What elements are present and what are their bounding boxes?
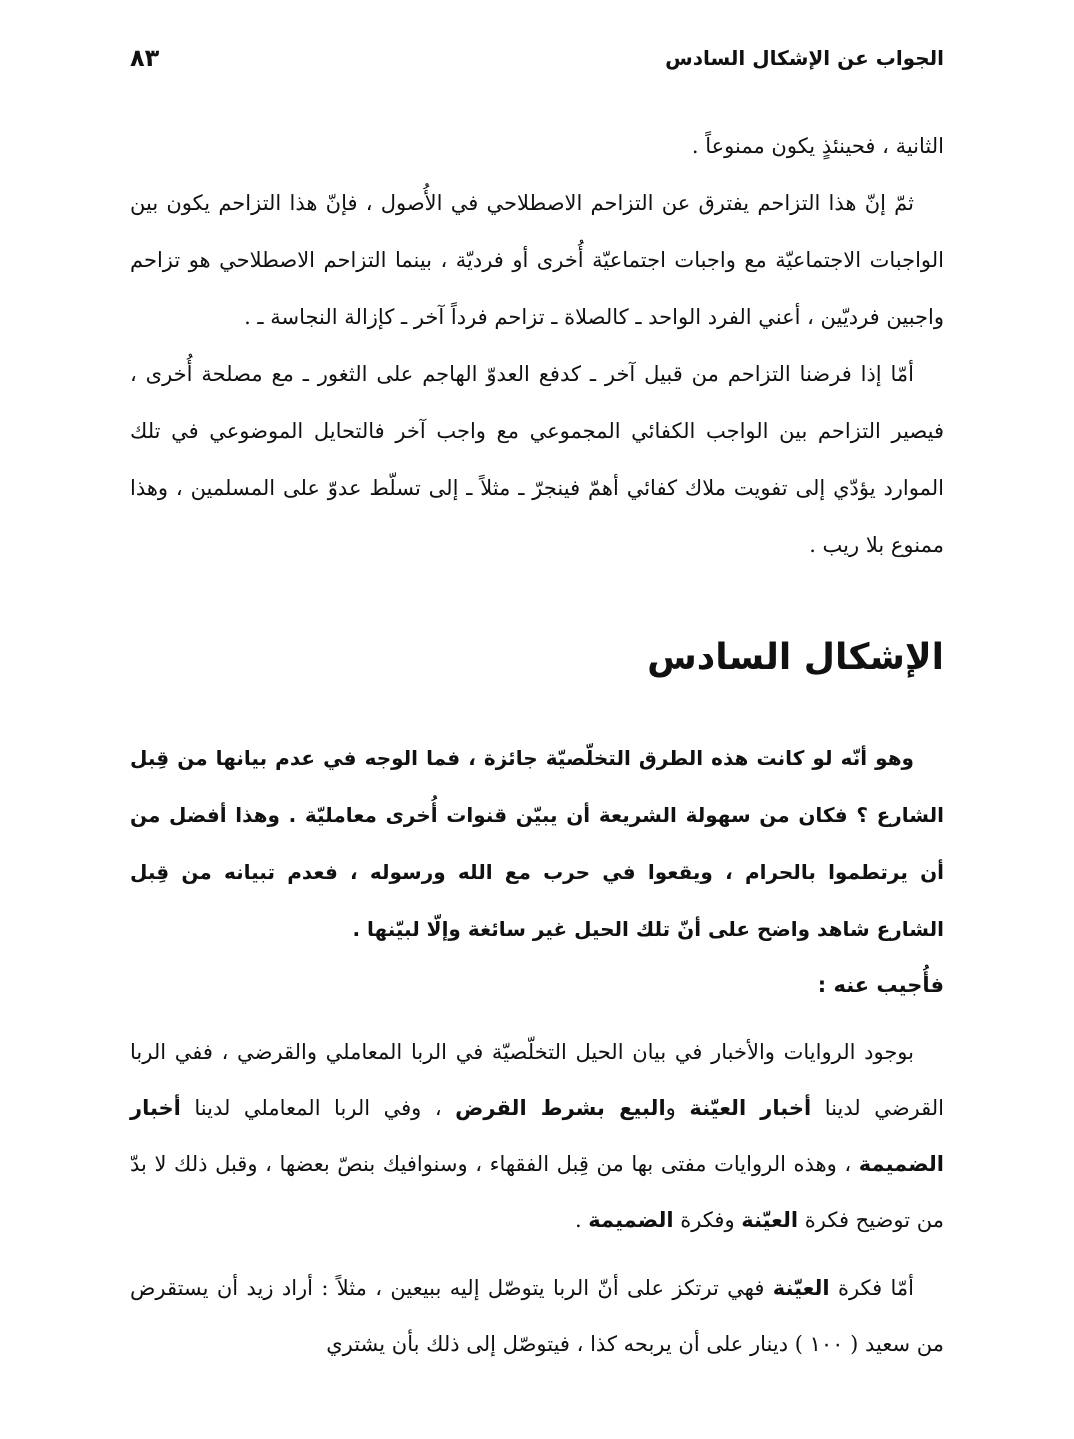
running-head [130, 38, 944, 78]
paragraph-continuation: الثانية ، فحينئذٍ يكون ممنوعاً . [691, 134, 944, 158]
text-run: فهي ترتكز على أنّ الربا يتوصّل إليه ببيعين ، مثلاً : أراد زيد أن يستقرض من سعيد ( ١٠٠ ) دينار على أن يربحه كذا ، فيتوصّل إلى ذلك بأن يشتري [130, 1276, 944, 1356]
text-run: ، وهذه الروايات مفتى بها من قِبل الفقهاء ، وسنوافيك بنصّ بعضها ، وقبل ذلك لا بدّ من توضيح فكرة [130, 1152, 944, 1232]
paragraph-answer-narrations [130, 1024, 944, 1248]
text-run: . [574, 1208, 589, 1232]
bold-term-ayyina-reports: أخبار العيّنة [689, 1096, 812, 1120]
objection-paragraph: وهو أنّه لو كانت هذه الطرق التخلّصيّة جائزة ، فما الوجه في عدم بيانها من قِبل الشارع ؟ فكان من سهولة الشريعة أن يبيّن قنوات أُخرى معامليّة . وهذا أفضل من أن يرتطموا بالحرام ، ويقعوا في حرب مع الله ورسوله ، فعدم تبيانه من قِبل الشارع شاهد واضح على أنّ تلك الحيل غير سائغة وإلّا لبيّنها . [130, 746, 944, 941]
section-title: الإشكال السادس [647, 637, 944, 678]
text-run: ، وفي الربا المعاملي لدينا [180, 1096, 456, 1120]
text-run: أمّا فكرة [829, 1276, 915, 1300]
paragraph-ayyina-explanation [130, 1260, 944, 1372]
text-run: و [665, 1096, 690, 1120]
bold-term-damima: الضميمة [588, 1208, 674, 1232]
paragraph-tazahum-distinction: ثمّ إنّ هذا التزاحم يفترق عن التزاحم الاصطلاحي في الأُصول ، فإنّ هذا التزاحم يكون بين الواجبات الاجتماعيّة مع واجبات اجتماعيّة أُخرى أو فرديّة ، بينما التزاحم الاصطلاحي هو تزاحم واجبين فرديّين ، أعني الفرد الواحد ـ كالصلاة ـ تزاحم فرداً آخر ـ كإزالة النجاسة ـ . [130, 191, 944, 329]
text-run: بوجود الروايات والأخبار في بيان الحيل التخلّصيّة في الربا المعاملي والقرضي ، ففي الربا القرضي لدينا [130, 1040, 944, 1120]
bold-term-damima-reports: أخبار الضميمة [130, 1096, 944, 1176]
bold-term-sale-loan-condition: البيع بشرط القرض [455, 1096, 666, 1120]
paragraph-tazahum-collective: أمّا إذا فرضنا التزاحم من قبيل آخر ـ كدفع العدوّ الهاجم على الثغور ـ مع مصلحة أُخرى ، فيصير التزاحم بين الواجب الكفائي المجموعي مع واجب آخر فالتحايل الموضوعي في تلك الموارد يؤدّي إلى تفويت ملاك كفائي أهمّ فينجرّ ـ مثلاً ـ إلى تسلّط عدوّ على المسلمين ، وهذا ممنوع بلا ريب . [130, 362, 944, 557]
bold-term-ayyina: العيّنة [741, 1208, 799, 1232]
running-title: الجواب عن الإشكال السادس [665, 46, 944, 70]
text-run: وفكرة [673, 1208, 742, 1232]
page-number: ٨٣ [130, 44, 160, 72]
answer-heading: فأُجيب عنه : [817, 973, 944, 997]
page-body [130, 118, 944, 1372]
bold-term-ayyina: العيّنة [772, 1276, 830, 1300]
